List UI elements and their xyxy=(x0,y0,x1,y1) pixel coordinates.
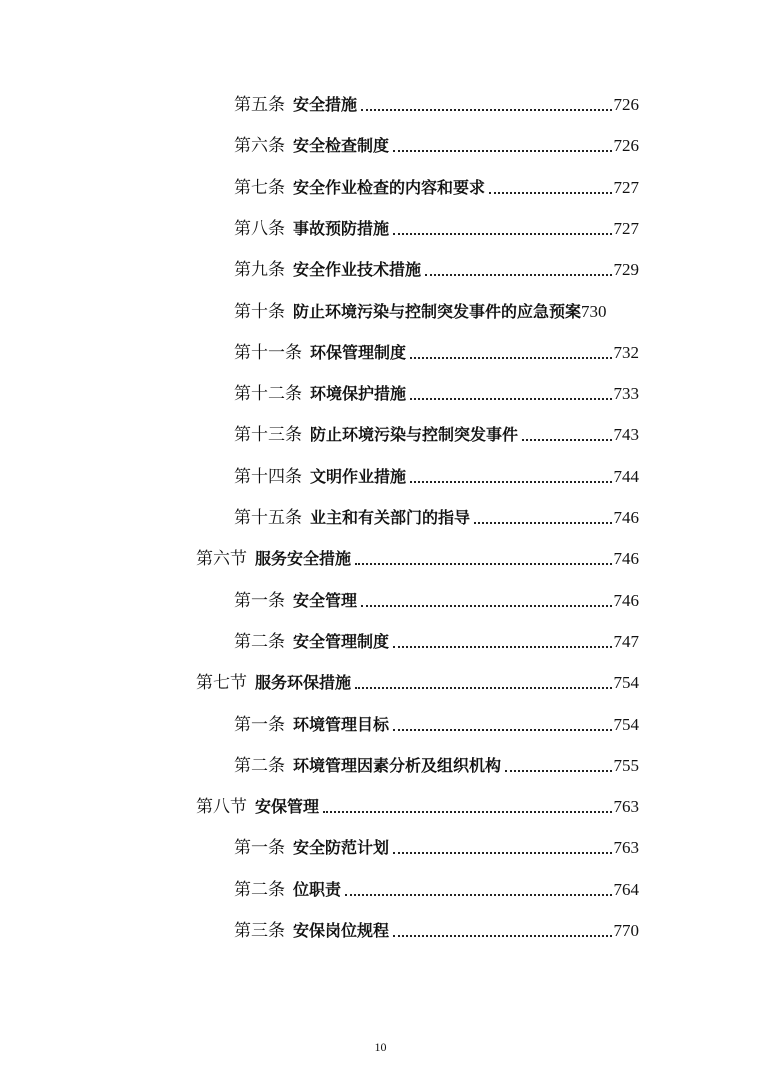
toc-dot-leader xyxy=(410,475,611,483)
toc-dot-leader xyxy=(393,144,611,152)
toc-entry-number: 第十四条 xyxy=(234,467,302,487)
toc-entry-title: 服务环保措施 xyxy=(255,673,352,692)
toc-entry-number: 第七节 xyxy=(196,673,247,693)
toc-dot-leader xyxy=(410,392,611,400)
toc-entry-page: 743 xyxy=(613,425,639,444)
toc-entry-page: 754 xyxy=(613,673,639,692)
toc-entry-number: 第一条 xyxy=(234,715,285,735)
toc-entry-title: 安全管理制度 xyxy=(293,632,390,651)
toc-entry-number: 第五条 xyxy=(234,95,285,115)
toc-dot-leader xyxy=(489,186,611,194)
toc-entry-title: 防止环境污染与控制突发事件 xyxy=(310,425,519,444)
toc-dot-leader xyxy=(474,516,611,524)
toc-entry-page: 770 xyxy=(613,921,639,940)
toc-entry-number: 第十五条 xyxy=(234,508,302,528)
toc-dot-leader xyxy=(410,351,611,359)
toc-entry-page: 754 xyxy=(613,715,639,734)
toc-entry-title: 业主和有关部门的指导 xyxy=(310,508,471,527)
toc-entry[interactable] xyxy=(234,627,639,653)
toc-entry-title: 环保管理制度 xyxy=(310,343,407,362)
toc-entry-title: 事故预防措施 xyxy=(293,219,390,238)
toc-entry-number: 第八条 xyxy=(234,219,285,239)
toc-entry[interactable] xyxy=(234,297,660,323)
toc-entry[interactable] xyxy=(234,586,639,612)
toc-entry-title: 防止环境污染与控制突发事件的应急预案 xyxy=(293,302,582,321)
toc-entry-page: 727 xyxy=(613,219,639,238)
toc-entry-page: 763 xyxy=(613,797,639,816)
toc-entry[interactable] xyxy=(234,255,639,281)
toc-entry-page: 726 xyxy=(613,95,639,114)
toc-dot-leader xyxy=(361,103,611,111)
toc-entry-number: 第十一条 xyxy=(234,343,302,363)
toc-entry-number: 第十条 xyxy=(234,302,285,322)
toc-entry-page: 755 xyxy=(613,756,639,775)
toc-entry-page: 764 xyxy=(613,880,639,899)
toc-entry-number: 第九条 xyxy=(234,260,285,280)
toc-entry-title: 安全检查制度 xyxy=(293,136,390,155)
toc-entry-title: 位职责 xyxy=(293,880,342,899)
toc-entry-title: 安全作业技术措施 xyxy=(293,260,422,279)
toc-dot-leader xyxy=(393,723,611,731)
toc-entry[interactable] xyxy=(234,462,639,488)
toc-entry[interactable] xyxy=(234,833,639,859)
toc-dot-leader xyxy=(505,764,611,772)
toc-entry[interactable] xyxy=(196,792,639,818)
toc-entry-page: 763 xyxy=(613,838,639,857)
toc-entry-number: 第六节 xyxy=(196,549,247,569)
toc-entry[interactable] xyxy=(234,214,639,240)
toc-entry-title: 环境管理目标 xyxy=(293,715,390,734)
toc-dot-leader xyxy=(345,888,611,896)
toc-dot-leader xyxy=(323,805,611,813)
toc-entry[interactable] xyxy=(234,131,639,157)
toc-entry-number: 第二条 xyxy=(234,632,285,652)
toc-entry-number: 第二条 xyxy=(234,756,285,776)
toc-entry-number: 第十三条 xyxy=(234,425,302,445)
toc-entry-title: 安全管理 xyxy=(293,591,358,610)
toc-entry-number: 第三条 xyxy=(234,921,285,941)
toc-entry[interactable] xyxy=(196,668,639,694)
toc-entry-page: 729 xyxy=(613,260,639,279)
toc-entry[interactable] xyxy=(234,173,639,199)
toc-entry-page: 746 xyxy=(613,508,639,527)
toc-dot-leader xyxy=(393,929,611,937)
toc-entry[interactable] xyxy=(234,503,639,529)
toc-entry-title: 安全防范计划 xyxy=(293,838,390,857)
toc-entry-page: 746 xyxy=(613,549,639,568)
toc-entry[interactable] xyxy=(234,751,639,777)
toc-entry-page: 726 xyxy=(613,136,639,155)
toc-entry-number: 第一条 xyxy=(234,838,285,858)
toc-entry-page: 744 xyxy=(613,467,639,486)
toc-entry-title: 安保管理 xyxy=(255,797,320,816)
toc-entry-page: 747 xyxy=(613,632,639,651)
toc-entry[interactable] xyxy=(234,338,639,364)
toc-entry[interactable] xyxy=(234,916,639,942)
toc-dot-leader xyxy=(355,681,611,689)
toc-entry-number: 第一条 xyxy=(234,591,285,611)
toc-entry[interactable] xyxy=(234,420,639,446)
toc-entry-title: 安全作业检查的内容和要求 xyxy=(293,178,486,197)
toc-dot-leader xyxy=(393,846,611,854)
toc-entry-title: 文明作业措施 xyxy=(310,467,407,486)
toc-dot-leader xyxy=(522,433,611,441)
toc-entry[interactable] xyxy=(234,710,639,736)
toc-entry-page: 732 xyxy=(613,343,639,362)
toc-dot-leader xyxy=(361,599,611,607)
toc-entry-page: 746 xyxy=(613,591,639,610)
toc-entry[interactable] xyxy=(234,379,639,405)
toc-dot-leader xyxy=(355,557,611,565)
toc-entry-title: 服务安全措施 xyxy=(255,549,352,568)
toc-dot-leader xyxy=(393,640,611,648)
toc-entry-number: 第二条 xyxy=(234,880,285,900)
toc-entry-page: 730 xyxy=(581,302,607,321)
toc-entry[interactable] xyxy=(234,875,639,901)
page-number: 10 xyxy=(374,1040,387,1054)
toc-entry-page: 727 xyxy=(613,178,639,197)
toc-dot-leader xyxy=(425,268,611,276)
toc-entry-title: 安全措施 xyxy=(293,95,358,114)
toc-dot-leader xyxy=(393,227,611,235)
toc-entry[interactable] xyxy=(196,544,639,570)
toc-entry-number: 第十二条 xyxy=(234,384,302,404)
toc-entry[interactable] xyxy=(234,90,639,116)
toc-entry-number: 第七条 xyxy=(234,178,285,198)
toc-entry-number: 第八节 xyxy=(196,797,247,817)
toc-entry-title: 安保岗位规程 xyxy=(293,921,390,940)
toc-entry-page: 733 xyxy=(613,384,639,403)
toc-entry-title: 环境保护措施 xyxy=(310,384,407,403)
toc-entry-title: 环境管理因素分析及组织机构 xyxy=(293,756,502,775)
toc-entry-number: 第六条 xyxy=(234,136,285,156)
